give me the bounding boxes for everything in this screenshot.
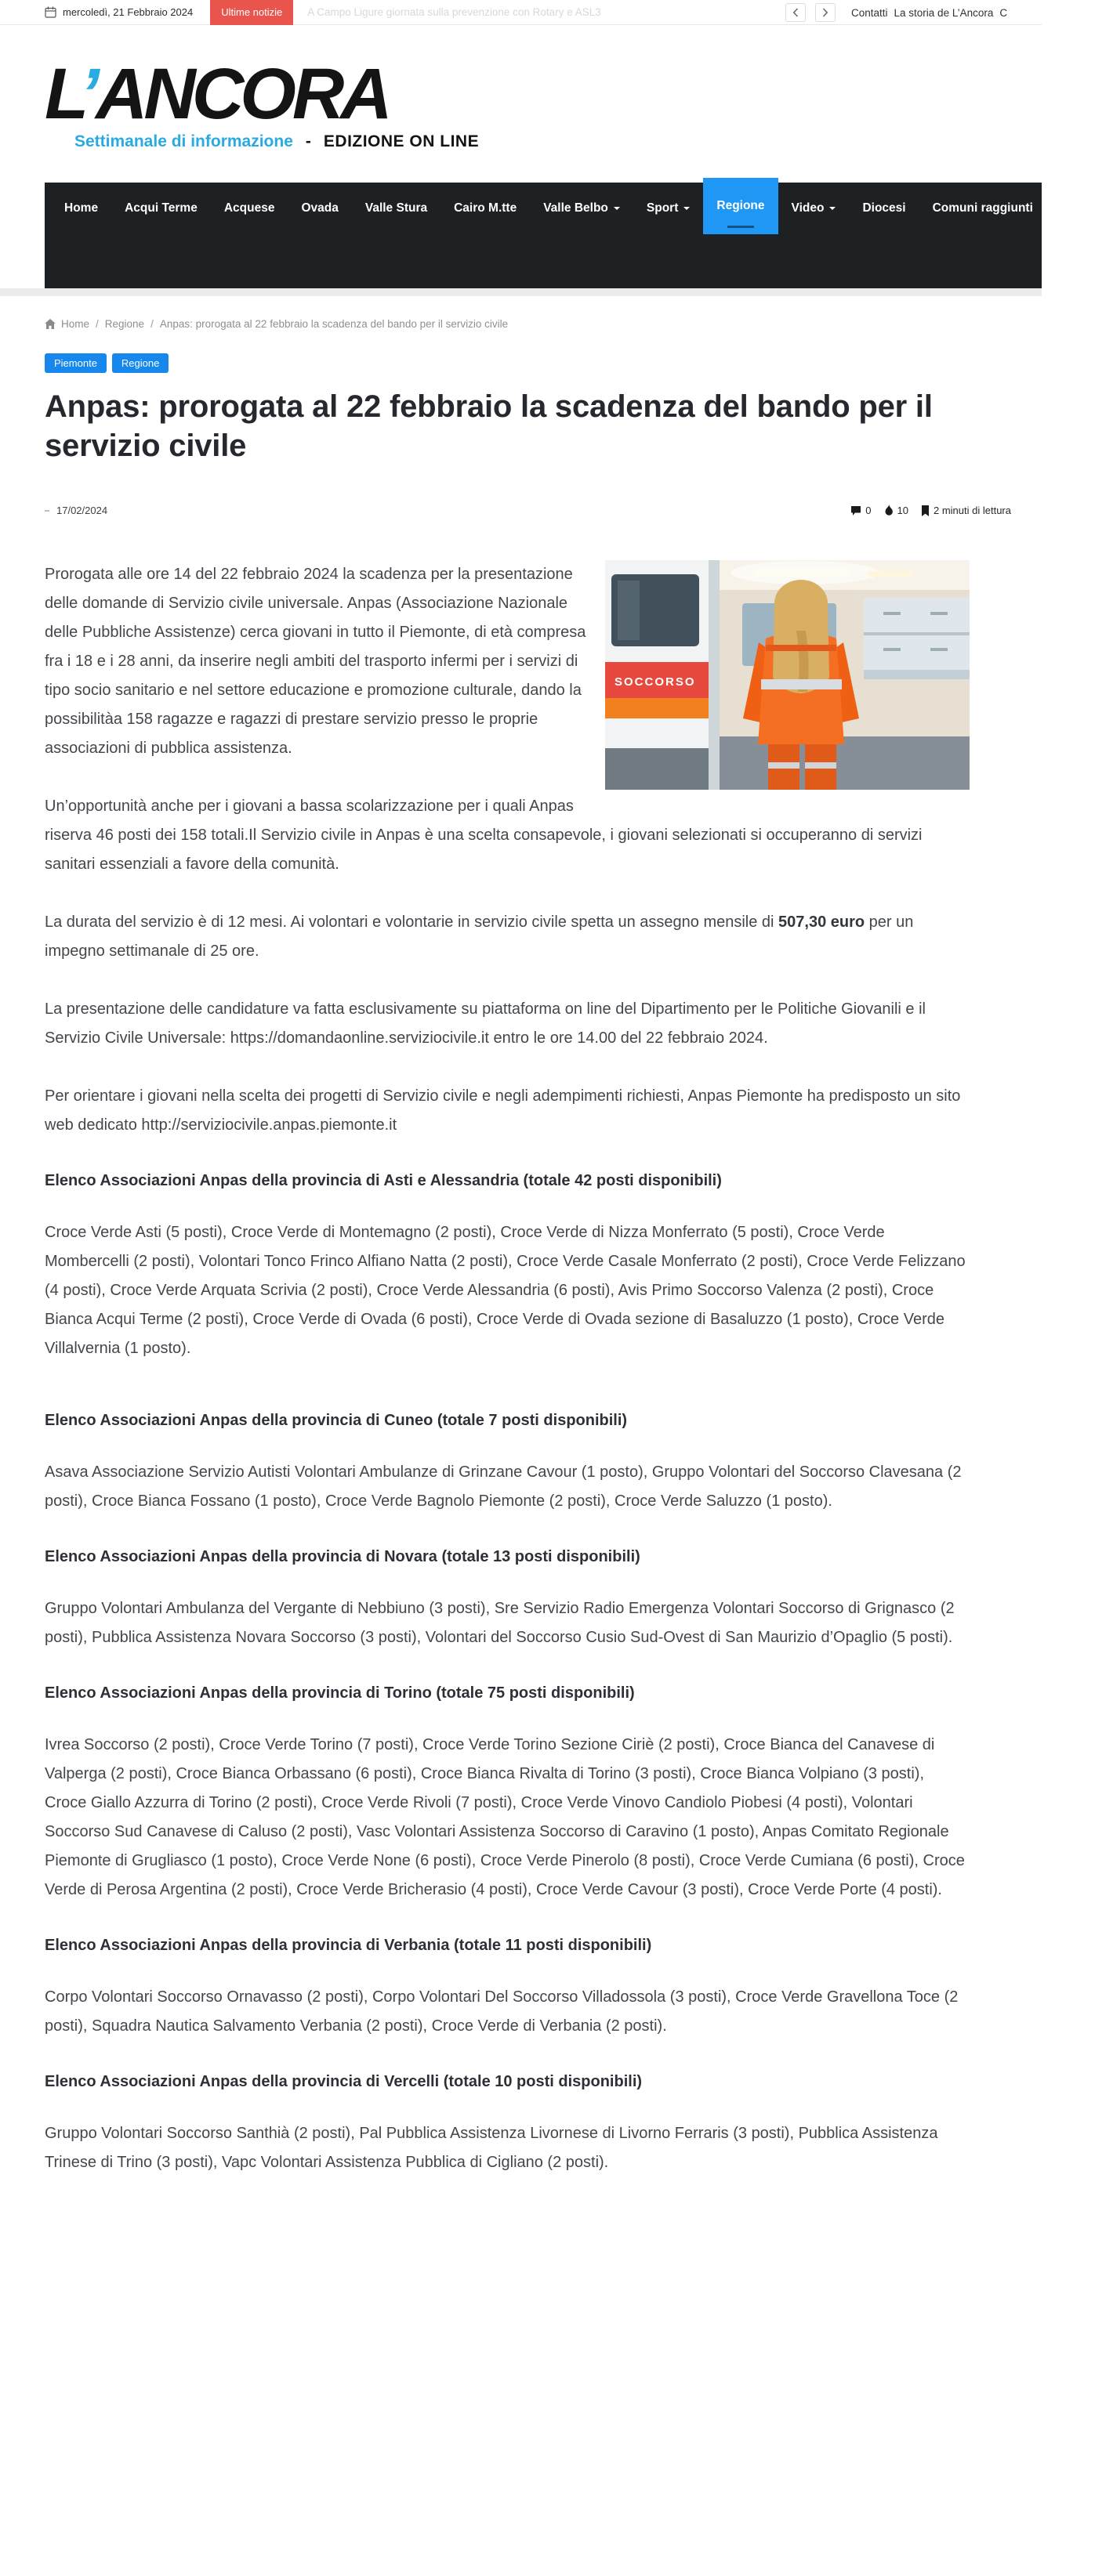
section-heading (45, 1169, 970, 1192)
nav-item-label: Diocesi (862, 201, 906, 215)
image-text-soccorso: SOCCORSO (615, 675, 696, 689)
bold-text: 507,30 euro (778, 914, 865, 931)
nav-item-sport[interactable] (633, 183, 703, 234)
breadcrumb-item[interactable]: Regione (104, 318, 145, 330)
nav-item-label: Video (791, 201, 825, 215)
nav-item-notizie[interactable] (1046, 183, 1113, 234)
section-heading (45, 2070, 970, 2093)
text-segment: Per orientare i giovani nella scelta dei progetti di Servizio civile e negli adempimenti richiesti, Anpas Piemonte ha predisposto un sito web dedicato http://serviziocivile.anpas.piemonte.it (45, 1087, 961, 1134)
article-paragraph (45, 1218, 970, 1363)
nav-item-comuni-raggiunti[interactable] (919, 183, 1046, 234)
article-paragraph (45, 1731, 970, 1905)
nav-item-ovada[interactable] (288, 183, 351, 234)
comment-icon (850, 505, 861, 516)
nav-item-acqui-terme[interactable] (111, 183, 211, 234)
article-paragraph (45, 908, 970, 966)
nav-item-label: Acquese (223, 201, 275, 215)
text-segment: Elenco Associazioni Anpas della provincia di Asti e Alessandria (totale 42 posti disponibili) (45, 1172, 722, 1189)
breadcrumb-trail (61, 318, 508, 330)
tag-list (45, 353, 1042, 373)
bookmark-icon (921, 505, 930, 516)
article-body (45, 560, 970, 2177)
text-segment: Corpo Volontari Soccorso Ornavasso (2 posti), Corpo Volontari Del Soccorso Villadossola (3 posti), Croce Verde Gravellona Toce (2 posti), Squadra Nautica Salvamento Verbania (2 posti), Croce Verde di Verbania (2 posti). (45, 1988, 959, 2035)
breadcrumb (45, 318, 1042, 330)
chevron-down-icon (683, 207, 690, 210)
text-segment: La durata del servizio è di 12 mesi. Ai volontari e volontarie in servizio civile spetta un assegno mensile di (45, 914, 779, 931)
nav-item-label: Valle Stura (364, 201, 428, 215)
article-paragraph (45, 2119, 970, 2177)
topbar-links (845, 7, 1007, 19)
logo-tagline-text: Settimanale di informazione (74, 132, 293, 150)
tag-badge-piemonte[interactable]: Piemonte (45, 353, 107, 373)
article-paragraph (45, 1594, 970, 1652)
nav-item-label: Notizie (1059, 201, 1100, 215)
nav-item-video[interactable] (778, 183, 850, 234)
article-meta-right (850, 505, 1011, 516)
section-heading (45, 1934, 970, 1957)
text-segment: La presentazione delle candidature va fatta esclusivamente su piattaforma on line del Dipartimento per le Politiche Giovanili e il Servizio Civile Universale: https://domandaonline.serviziocivile.it entro le ore 14.00 del 22 febbraio 2024. (45, 1000, 926, 1047)
nav-item-label: Acqui Terme (125, 201, 198, 215)
article-paragraph (45, 1458, 970, 1516)
calendar-icon (45, 6, 56, 18)
breadcrumb-item: Anpas: prorogata al 22 febbraio la scadenza del bando per il servizio civile (159, 318, 509, 330)
article-paragraph (45, 1983, 970, 2041)
text-segment: per un impegno settimanale di 25 ore. (45, 914, 914, 960)
nav-item-label: Cairo M.tte (454, 201, 517, 215)
nav-item-label: Regione (716, 199, 765, 212)
site-header (0, 25, 1042, 183)
comments-count[interactable]: 0 (850, 505, 871, 516)
topbar-link[interactable]: La storia de L’Ancora (894, 6, 994, 19)
views-count: 10 (884, 505, 908, 516)
chevron-right-icon (822, 8, 828, 17)
page-band (0, 288, 1042, 296)
chevron-down-icon (829, 207, 836, 210)
nav-item-valle-stura[interactable] (352, 183, 440, 234)
meta-dash (45, 510, 49, 512)
text-segment: Gruppo Volontari Soccorso Santhià (2 posti), Pal Pubblica Assistenza Livornese di Livorno Ferraris (3 posti), Pubblica Assistenza Trinese di Trino (3 posti), Vapc Volontari Assistenza Pubblica di Cigliano (2 posti). (45, 2125, 938, 2171)
nav-item-home[interactable] (51, 183, 111, 234)
news-ticker[interactable]: A Campo Ligure giornata sulla prevenzione con Rotary e ASL3 (307, 6, 601, 18)
tag-badge-regione[interactable]: Regione (112, 353, 169, 373)
text-segment: Gruppo Volontari Ambulanza del Vergante di Nebbiuno (3 posti), Sre Servizio Radio Emergenza Volontari Soccorso di Grignasco (2 posti), Pubblica Assistenza Novara Soccorso (3 posti), Volontari del Soccorso Cusio Sud-Ovest di San Maurizio d’Opaglio (5 posti). (45, 1600, 955, 1646)
nav-menu (45, 183, 1100, 234)
text-segment: Elenco Associazioni Anpas della provincia di Novara (totale 13 posti disponibili) (45, 1548, 640, 1565)
breaking-news-badge[interactable]: Ultime notizie (210, 0, 293, 25)
logo-edition-text: EDIZIONE ON LINE (323, 132, 480, 150)
section-heading (45, 1409, 970, 1432)
logo-tagline-dash: - (305, 132, 311, 150)
breadcrumb-separator: / (150, 318, 154, 330)
text-segment: Un’opportunità anche per i giovani a bassa scolarizzazione per i quali Anpas riserva 46 posti dei 158 totali.Il Servizio civile in Anpas è una scelta consapevole, i giovani selezionati si occuperanno di servizi sanitari essenziali a favore della comunità. (45, 798, 923, 873)
ticker-prev-button[interactable] (785, 3, 806, 22)
chevron-left-icon (792, 8, 799, 17)
nav-item-valle-belbo[interactable] (530, 183, 633, 234)
logo-wordmark: L’ANCORA (45, 54, 389, 134)
nav-item-label: Comuni raggiunti (932, 201, 1033, 215)
breadcrumb-item[interactable]: Home (61, 318, 90, 330)
main-nav (45, 183, 1100, 288)
logo-tagline (45, 132, 479, 151)
text-segment: Elenco Associazioni Anpas della provincia di Cuneo (totale 7 posti disponibili) (45, 1412, 628, 1429)
text-segment: Croce Verde Asti (5 posti), Croce Verde di Montemagno (2 posti), Croce Verde di Nizza Monferrato (5 posti), Croce Verde Mombercelli (2 posti), Volontari Tonco Frinco Alfiano Natta (2 posti), Croce Verde Casale Monferrato (2 posti), Croce Verde Felizzano (4 posti), Croce Verde Arquata Scrivia (2 posti), Croce Verde Alessandria (6 posti), Avis Primo Soccorso Valenza (2 posti), Croce Bianca Acqui Terme (2 posti), Croce Verde di Ovada (6 posti), Croce Verde di Ovada sezione di Basaluzzo (1 posto), Croce Verde Villalvernia (1 posto). (45, 1224, 966, 1357)
chevron-down-icon (614, 207, 620, 210)
nav-item-cairo-m-tte[interactable] (440, 183, 530, 234)
topbar-right (785, 0, 1007, 25)
topbar-date-label: mercoledì, 21 Febbraio 2024 (63, 6, 194, 18)
article-paragraph (45, 995, 970, 1053)
nav-item-acquese[interactable] (211, 183, 288, 234)
topbar-date (45, 6, 193, 18)
article-paragraph (45, 792, 970, 879)
article-date: 17/02/2024 (56, 505, 108, 516)
ticker-next-button[interactable] (815, 3, 836, 22)
text-segment: Elenco Associazioni Anpas della provincia di Verbania (totale 11 posti disponibili) (45, 1937, 652, 1954)
article-meta (45, 505, 1011, 516)
nav-item-label: Ovada (301, 201, 339, 215)
home-icon[interactable] (45, 319, 56, 329)
nav-item-label: Valle Belbo (543, 201, 608, 215)
text-segment: Prorogata alle ore 14 del 22 febbraio 2024 la scadenza per la presentazione delle domande di Servizio civile universale. Anpas (Associazione Nazionale delle Pubbliche Assistenze) cerca giovani in tutto il Piemonte, di età compresa fra i 18 e i 28 anni, da inserire negli ambiti del trasporto infermi per i servizi di tipo socio sanitario e nel settore educazione e promozione culturale, dando la possibilitàa 158 ragazze e ragazzi di prestare servizio presso le proprie associazioni di pubblica assistenza. (45, 566, 586, 757)
site-logo[interactable] (45, 56, 479, 151)
nav-item-diocesi[interactable] (849, 183, 919, 234)
text-segment: Elenco Associazioni Anpas della provincia di Torino (totale 75 posti disponibili) (45, 1684, 635, 1702)
section-heading (45, 1545, 970, 1568)
section-heading (45, 1681, 970, 1705)
nav-item-label: Home (64, 201, 99, 215)
read-time: 2 minuti di lettura (921, 505, 1011, 516)
breadcrumb-separator: / (96, 318, 99, 330)
topbar-link[interactable]: C (999, 6, 1008, 19)
text-segment: Elenco Associazioni Anpas della provincia di Vercelli (totale 10 posti disponibili) (45, 2073, 643, 2090)
flame-icon (884, 505, 894, 516)
article-paragraph (45, 1082, 970, 1140)
logo-apostrophe: ’ (79, 54, 96, 134)
topbar-link[interactable]: Contatti (851, 6, 888, 19)
text-segment: Ivrea Soccorso (2 posti), Croce Verde Torino (7 posti), Croce Verde Torino Sezione Ciriè (2 posti), Croce Bianca del Canavese di Valperga (2 posti), Croce Bianca Orbassano (6 posti), Croce Bianca Rivalta di Torino (3 posti), Croce Bianca Volpiano (3 posti), Croce Giallo Azzurra di Torino (2 posti), Croce Verde Rivoli (7 posti), Croce Verde Vinovo Candiolo Piobesi (4 posti), Volontari Soccorso Sud Canavese di Caluso (2 posti), Vasc Volontari Assistenza Soccorso di Caravino (1 posto), Anpas Comitato Regionale Piemonte di Grugliasco (1 posto), Croce Verde None (6 posti), Croce Verde Pinerolo (8 posti), Croce Verde Cumiana (6 posti), Croce Verde di Perosa Argentina (2 posti), Croce Verde Bricherasio (4 posti), Croce Verde Cavour (3 posti), Croce Verde Porte (4 posti). (45, 1736, 965, 1898)
nav-item-regione[interactable] (703, 178, 778, 234)
text-segment: Asava Associazione Servizio Autisti Volontari Ambulanze di Grinzane Cavour (1 posto), Gruppo Volontari del Soccorso Clavesana (2 posti), Croce Bianca Fossano (1 posto), Croce Verde Bagnolo Piemonte (2 posti), Croce Verde Saluzzo (1 posto). (45, 1463, 962, 1510)
nav-item-label: Sport (646, 201, 679, 215)
page-title: Anpas: prorogata al 22 febbraio la scadenza del bando per il servizio civile (45, 389, 933, 463)
article-image (605, 560, 970, 790)
topbar (0, 0, 1042, 25)
